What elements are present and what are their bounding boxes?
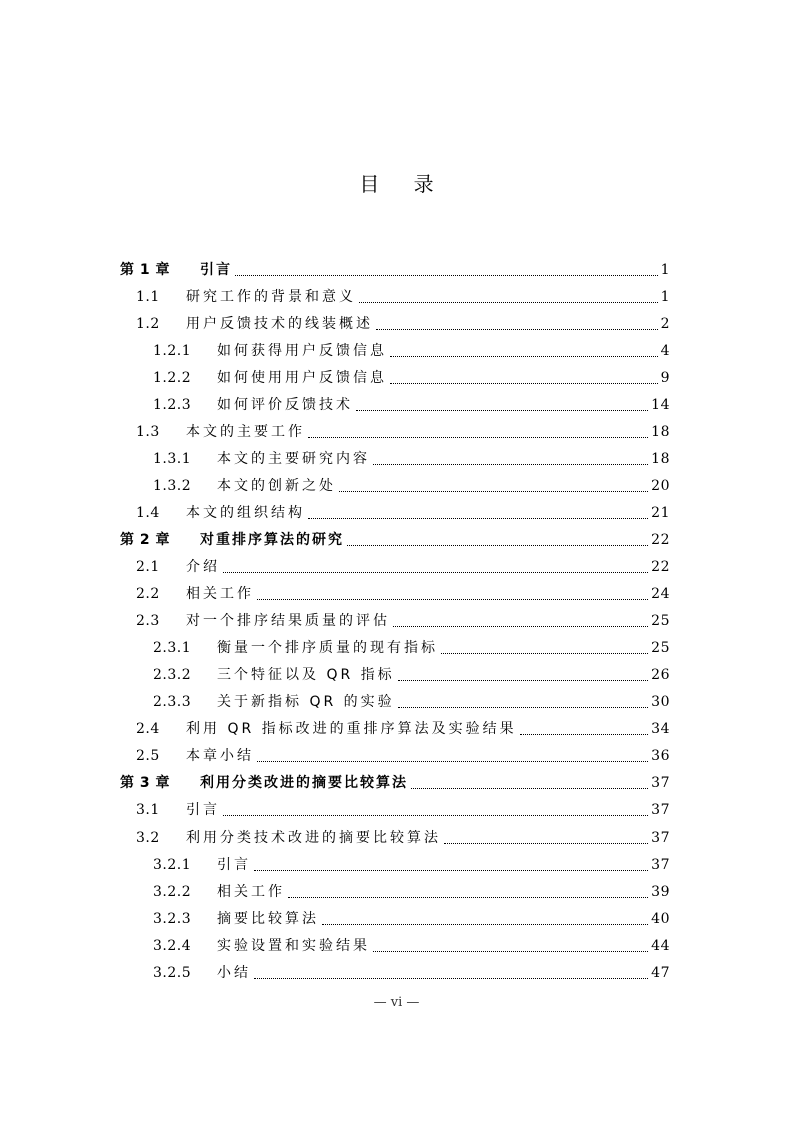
toc-entry-number: 1.3.2 [153,477,192,494]
toc-entry-number: 2.3.1 [153,640,192,657]
toc-entry-title: 引言 [200,261,232,278]
toc-entry-title: 衡量一个排序质量的现有指标 [217,640,438,657]
toc-entry-number: 3.1 [136,802,160,819]
toc-section-entry[interactable] [120,905,670,932]
dot-leader [308,517,648,519]
toc-section-entry[interactable] [120,283,670,310]
toc-chapter-entry[interactable] [120,256,670,283]
toc-entry-number: 1.2 [136,315,160,332]
toc-entry-number: 3.2.4 [153,937,192,954]
dot-leader [254,869,648,871]
dot-leader [347,544,648,546]
toc-entry-title: 摘要比较算法 [217,910,319,927]
toc-section-entry[interactable] [120,662,670,689]
toc-section-entry[interactable] [120,608,670,635]
toc-entry-page: 21 [651,504,670,521]
toc-section-entry[interactable] [120,743,670,770]
toc-entry-page: 9 [660,369,670,386]
toc-section-entry[interactable] [120,851,670,878]
dot-leader [359,301,658,303]
toc-entry-number: 3.2.1 [153,856,192,873]
toc-entry-number: 3.2.5 [153,964,192,981]
page-number: — vi — [373,995,420,1010]
toc-entry-page: 4 [660,342,670,359]
dot-leader [441,652,648,654]
toc-entry-page: 37 [651,829,670,846]
dot-leader [223,814,648,816]
toc-entry-title: 本文的主要工作 [186,423,305,440]
toc-section-entry[interactable] [120,932,670,959]
toc-entry-number: 1.2.3 [153,396,192,413]
toc-entry-title: 介绍 [186,559,220,576]
toc-entry-page: 34 [651,721,670,738]
dot-leader [520,733,649,735]
toc-entry-number: 1.2.2 [153,369,192,386]
toc-entry-title: 相关工作 [186,586,254,603]
toc-entry-page: 22 [651,559,670,576]
toc-entry-page: 25 [651,640,670,657]
toc-section-entry[interactable] [120,391,670,418]
toc-entry-title: 本文的创新之处 [217,477,336,494]
toc-entry-title: 对重排序算法的研究 [200,531,344,548]
toc-entry-number: 1.2.1 [153,342,192,359]
toc-entry-title: 本文的组织结构 [186,504,305,521]
toc-section-entry[interactable] [120,824,670,851]
dot-leader [254,977,648,979]
toc-entry-title: 利用分类改进的摘要比较算法 [200,775,408,792]
toc-entry-page: 30 [651,694,670,711]
toc-entry-page: 2 [660,315,670,332]
toc-entry-number: 1.3.1 [153,450,192,467]
toc-entry-title: 如何评价反馈技术 [217,396,353,413]
toc-entry-title: 用户反馈技术的线装概述 [186,315,373,332]
toc-entry-page: 14 [651,396,670,413]
dot-leader [398,679,649,681]
toc-entry-title: 关于新指标 QR 的实验 [217,694,395,711]
toc-entry-title: 小结 [217,964,251,981]
toc-entry-number: 1.4 [136,504,160,521]
toc-entry-number: 2.2 [136,586,160,603]
toc-section-entry[interactable] [120,418,670,445]
toc-entry-page: 39 [651,883,670,900]
dot-leader [373,950,648,952]
toc-entry-number: 第 1 章 [120,261,170,278]
toc-section-entry[interactable] [120,635,670,662]
toc-entry-page: 20 [651,477,670,494]
toc-entry-page: 1 [660,261,670,278]
toc-entry-number: 2.5 [136,748,160,765]
toc-chapter-entry[interactable] [120,770,670,797]
dot-leader [339,490,648,492]
dot-leader [393,625,648,627]
toc-entry-title: 三个特征以及 QR 指标 [217,667,395,684]
toc-entry-number: 2.3 [136,613,160,630]
toc-entry-number: 3.2.3 [153,910,192,927]
dot-leader [398,706,649,708]
toc-entry-number: 1.3 [136,423,160,440]
toc-section-entry[interactable] [120,878,670,905]
toc-section-entry[interactable] [120,499,670,526]
dot-leader [411,787,648,789]
dot-leader [235,274,658,276]
toc-section-entry[interactable] [120,689,670,716]
toc-section-entry[interactable] [120,310,670,337]
toc-entry-page: 47 [651,964,670,981]
toc-section-entry[interactable] [120,554,670,581]
toc-entry-title: 利用 QR 指标改进的重排序算法及实验结果 [186,721,517,738]
dot-leader [257,760,648,762]
toc-entry-page: 26 [651,667,670,684]
toc-entry-page: 40 [651,910,670,927]
toc-entry-page: 24 [651,586,670,603]
toc-entry-title: 实验设置和实验结果 [217,937,370,954]
toc-entry-title: 本文的主要研究内容 [217,450,370,467]
toc-entry-number: 第 2 章 [120,531,170,548]
toc-section-entry[interactable] [120,364,670,391]
toc-section-entry[interactable] [120,716,670,743]
toc-section-entry[interactable] [120,959,670,986]
toc-entry-number: 第 3 章 [120,775,170,792]
toc-entry-title: 引言 [217,856,251,873]
table-of-contents [120,256,670,986]
dot-leader [373,463,648,465]
dot-leader [376,328,658,330]
dot-leader [390,355,658,357]
toc-section-entry[interactable] [120,472,670,499]
toc-entry-page: 37 [651,856,670,873]
toc-entry-page: 18 [651,450,670,467]
toc-entry-title: 引言 [186,802,220,819]
toc-entry-page: 37 [651,802,670,819]
toc-section-entry[interactable] [120,797,670,824]
toc-entry-page: 44 [651,937,670,954]
toc-entry-number: 1.1 [136,288,160,305]
toc-entry-page: 37 [651,775,670,792]
toc-entry-title: 利用分类技术改进的摘要比较算法 [186,829,441,846]
toc-entry-page: 18 [651,423,670,440]
toc-entry-number: 2.3.2 [153,667,192,684]
toc-entry-number: 3.2.2 [153,883,192,900]
toc-section-entry[interactable] [120,337,670,364]
dot-leader [223,571,648,573]
toc-entry-page: 22 [651,531,670,548]
toc-entry-page: 36 [651,748,670,765]
toc-section-entry[interactable] [120,581,670,608]
dot-leader [356,409,648,411]
toc-entry-title: 如何使用用户反馈信息 [217,369,387,386]
dot-leader [257,598,648,600]
page-title: 目 录 [359,172,448,196]
toc-entry-number: 2.1 [136,559,160,576]
dot-leader [322,923,648,925]
toc-section-entry[interactable] [120,445,670,472]
toc-entry-title: 相关工作 [217,883,285,900]
toc-entry-title: 研究工作的背景和意义 [186,288,356,305]
toc-chapter-entry[interactable] [120,526,670,553]
dot-leader [390,382,658,384]
toc-entry-title: 对一个排序结果质量的评估 [186,613,390,630]
toc-entry-title: 本章小结 [186,748,254,765]
toc-entry-number: 3.2 [136,829,160,846]
dot-leader [308,436,648,438]
toc-entry-number: 2.3.3 [153,694,192,711]
dot-leader [444,842,648,844]
toc-entry-page: 25 [651,613,670,630]
toc-entry-title: 如何获得用户反馈信息 [217,342,387,359]
toc-entry-page: 1 [660,288,670,305]
dot-leader [288,896,648,898]
toc-entry-number: 2.4 [136,721,160,738]
